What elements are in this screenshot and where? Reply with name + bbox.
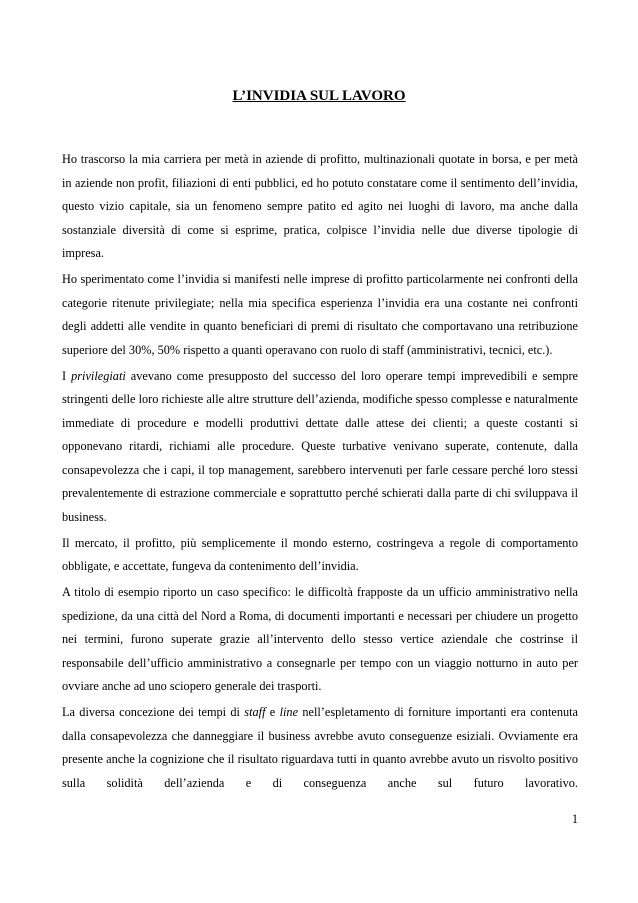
paragraph-text: A titolo di esempio riporto un caso specifico: le difficoltà frapposte da un ufficio amministrativo nella spedizione, da una città del Nord a Roma, di documenti importanti e necessari per chiudere un progetto nei termini, furono superate grazie all’intervento dello stesso vertice aziendale che costrinse il responsabile dell’ufficio amministrativo a consegnarle per tempo con un viaggio notturno in auto per ovviare anche ad uno sciopero generale dei trasporti. <box>62 585 578 693</box>
paragraph-lead-prefix: I <box>62 368 72 383</box>
paragraph-2 <box>62 268 578 362</box>
paragraph-text-part-3: nell’espletamento di forniture importanti era contenuta dalla consapevolezza che danneggiare il business avrebbe avuto conseguenze esiziali. Ovviamente era presente anche la cognizione che il risultato riguardava tutti in quanto avrebbe avuto un risvolto positivo sulla solidità dell’azienda e di conseguenza anche sul futuro lavorativo. <box>62 705 579 790</box>
paragraph-text: Il mercato, il profitto, più semplicemente il mondo esterno, costringeva a regole di comportamento obbligate, e accettate, fungeva da contenimento dell’invidia. <box>62 535 578 573</box>
page-number: 1 <box>571 812 578 826</box>
paragraph-5 <box>62 581 578 699</box>
paragraph-text: Ho sperimentato come l’invidia si manifesti nelle imprese di profitto particolarmente nei confronti della categorie ritenute privilegiate; nella mia specifica esperienza l’invidia era una costante nei confronti degli addetti alle vendite in quanto beneficiari di premi di risultato che comportavano una retribuzione superiore del 30%, 50% rispetto a quanti operavano con ruolo di staff (amministrativi, tecnici, etc.). <box>62 272 578 357</box>
paragraph-6 <box>62 701 578 795</box>
document-title: L’INVIDIA SUL LAVORO <box>232 88 406 104</box>
paragraph-3 <box>62 365 578 530</box>
paragraph-text: Ho trascorso la mia carriera per metà in aziende di profitto, multinazionali quotate in borsa, e per metà in aziende non profit, filiazioni di enti pubblici, ed ho potuto constatare come il sentimento dell’invidia, questo vizio capitale, sia un fenomeno sempre patito ed agito nei luoghi di lavoro, ma anche dalla sostanziale diversità di come si esprime, pratica, colpisce l’invidia nelle due diverse tipologie di impresa. <box>62 152 578 260</box>
paragraph-1 <box>62 148 578 266</box>
paragraph-text-part-2: e <box>265 705 280 719</box>
paragraph-text-part-1: La diversa concezione dei tempi di <box>62 705 245 719</box>
document-body <box>62 148 578 798</box>
italic-term-privilegiati: privilegiati <box>71 368 126 383</box>
italic-term-line: line <box>279 705 299 719</box>
paragraph-4 <box>62 532 578 579</box>
italic-term-staff: staff <box>244 705 266 719</box>
paragraph-text: avevano come presupposto del successo del loro operare tempi imprevedibili e sempre stringenti delle loro richieste alle altre strutture dell’azienda, modifiche spesso complesse e naturalmente immediate di procedure e modelli produttivi dettate dalle attese dei clienti; a queste costanti si opponevano ritardi, richiami alle procedure. Queste turbative venivano superate, contenute, dalla consapevolezza che i capi, il top management, sarebbero intervenuti per farle cessare perché loro stessi prevalentemente di estrazione commerciale e soprattutto perché schierati dalla parte di chi sviluppava il business. <box>62 368 579 524</box>
